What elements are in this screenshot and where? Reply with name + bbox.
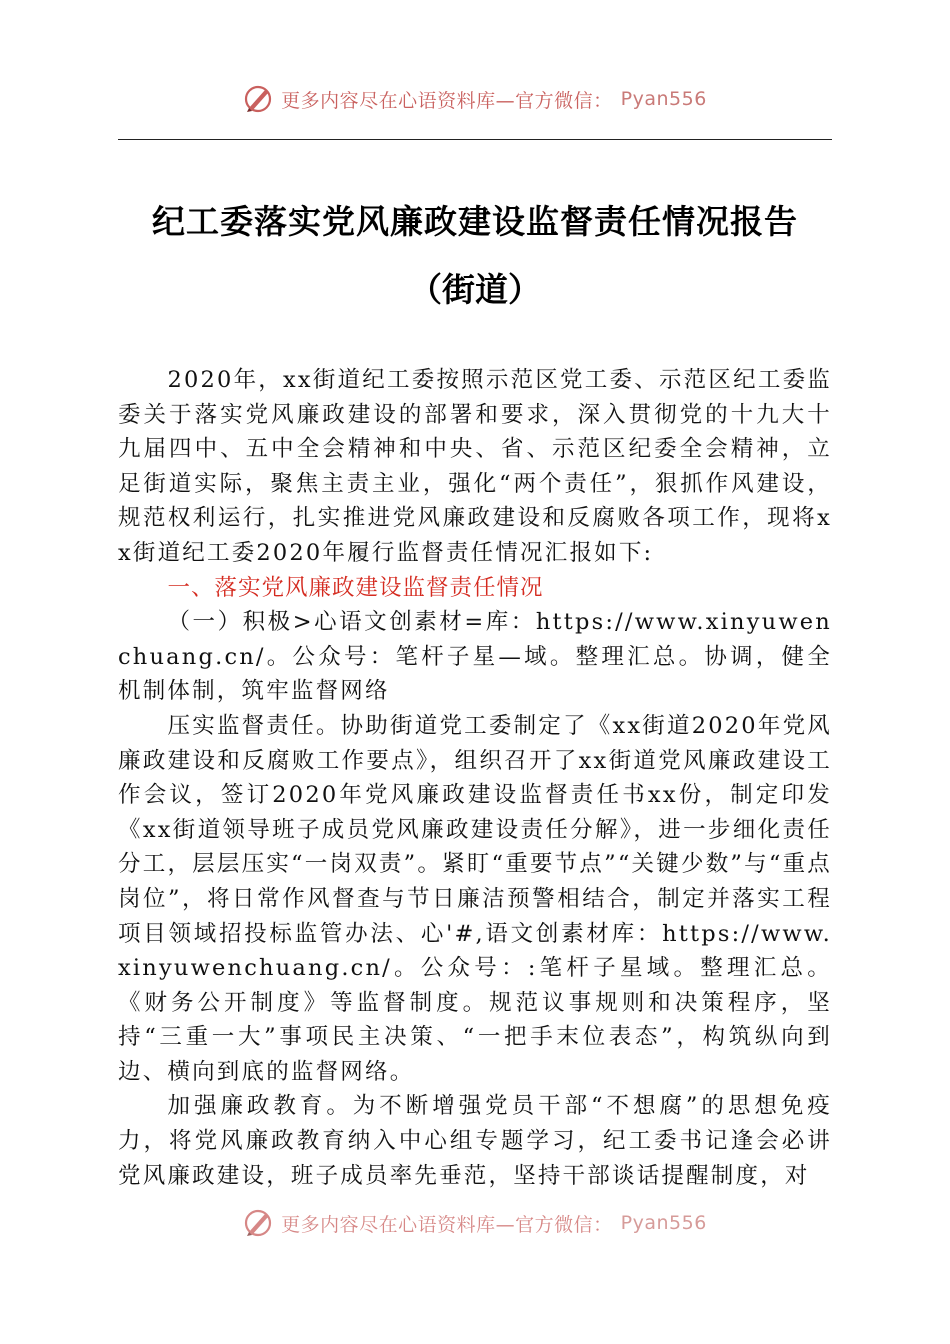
section-heading: 一、落实党风廉政建设监督责任情况 [167, 574, 544, 601]
watermark-text: 更多内容尽在心语资料库—官方微信： [281, 1213, 613, 1236]
intro-paragraph: 2020年，xx街道纪工委按照示范区党工委、示范区纪工委监委关于落实党风廉政建设的部署和要求，深入贯彻党的十九大十九届四中、五中全会精神和中央、省、示范区纪委全会精神，立足街道实际，聚焦主责主业，强化“两个责任”，狠抓作风建设，规范权利运行，扎实推进党风廉政建设和反腐败各项工作，现将xx街道纪工委2020年履行监督责任情况汇报如下: [118, 367, 832, 566]
watermark-contact: Pyan556 [620, 88, 707, 110]
body-paragraph: 压实监督责任。协助街道党工委制定了《xx街道2020年党风廉政建设和反腐败工作要点》，组织召开了xx街道党风廉政建设工作会议，签订2020年党风廉政建设监督责任书xx份，制定印发《xx街道领导班子成员党风廉政建设责任分解》，进一步细化责任分工，层层压实“一岗双责”。紧盯“重要节点”“关键少数”与“重点岗位”，将日常作风督查与节日廉洁预警相结合，制定并落实工程项目领域招投标监管办法、心'#,语文创素材库：https://www.xinyuwenchuang.cn/。公众号：:笔杆子星域。整理汇总。《财务公开制度》等监督制度。规范议事规则和决策程序，坚持“三重一大”事项民主决策、“一把手末位表态”，构筑纵向到边、横向到底的监督网络。 [118, 712, 832, 1085]
header-divider [118, 139, 832, 140]
header-watermark [0, 84, 950, 114]
footer-watermark [0, 1208, 950, 1238]
document-title: 纪工委落实党风廉政建设监督责任情况报告 [152, 202, 798, 241]
watermark-contact: Pyan556 [620, 1212, 707, 1234]
pen-logo-icon [243, 84, 273, 114]
watermark-text: 更多内容尽在心语资料库—官方微信： [281, 89, 613, 112]
body-paragraph: 加强廉政教育。为不断增强党员干部“不想腐”的思想免疫力，将党风廉政教育纳入中心组专题学习，纪工委书记逢会必讲党风廉政建设，班子成员率先垂范，坚持干部谈话提醒制度，对 [118, 1093, 832, 1189]
subsection-paragraph: （一）积极>心语文创素材=库：https://www.xinyuwenchuang.cn/。公众号：笔杆子星—域。整理汇总。协调，健全机制体制，筑牢监督网络 [118, 609, 832, 705]
document-subtitle: （街道） [409, 270, 541, 309]
pen-logo-icon [243, 1208, 273, 1238]
document-body [118, 363, 832, 1193]
